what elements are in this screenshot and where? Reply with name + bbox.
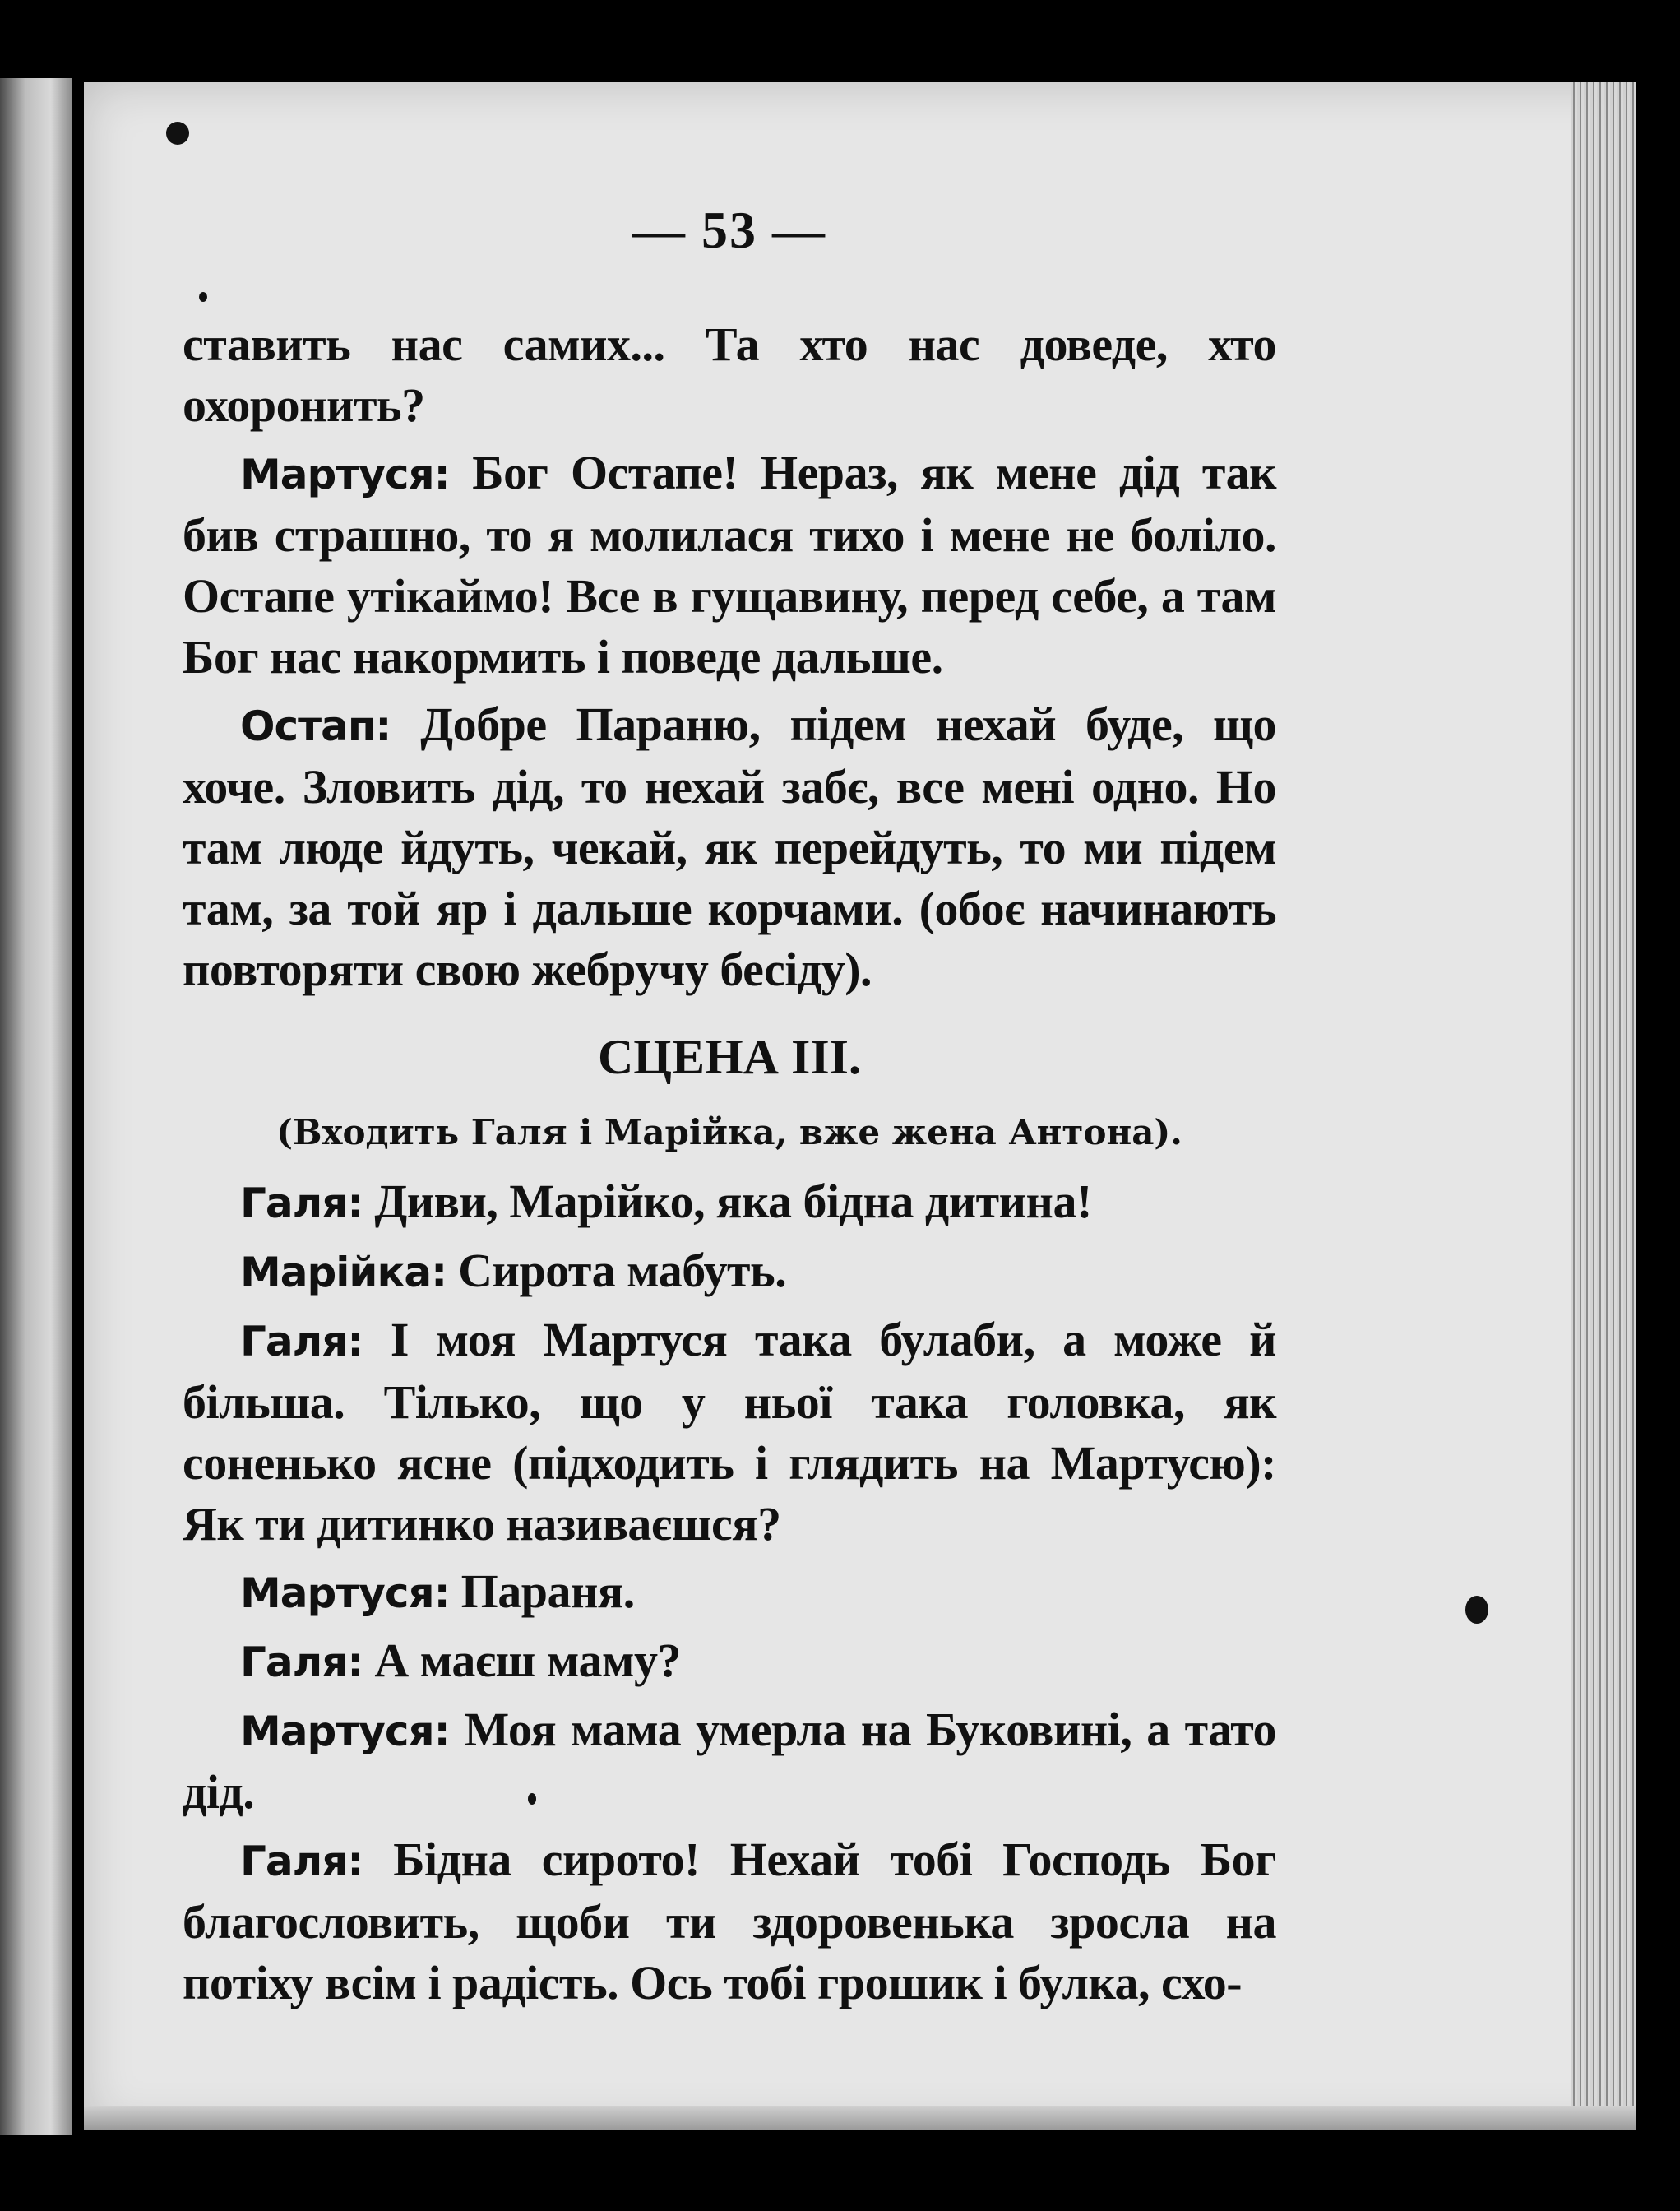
speech-text: Бідна сирото! Нехай тобі Господь Бог благословить, щоби ти здоровенька зросла на потіху всім і радість. Ось тобі грошик і булка, схо- bbox=[183, 1833, 1277, 2009]
speaker-name: Галя: bbox=[240, 1318, 363, 1365]
speech-halia-2 bbox=[183, 1309, 1276, 1555]
speaker-name: Мартуся: bbox=[240, 1569, 450, 1617]
speech-text: Моя мама умерла на Буковині, а тато дід. bbox=[183, 1703, 1276, 1819]
speech-text: А маєш маму? bbox=[374, 1634, 681, 1687]
speech-text: Параня. bbox=[460, 1564, 635, 1618]
page-bottom-edge bbox=[84, 2106, 1636, 2130]
scene-title: СЦЕНА III. bbox=[597, 1030, 862, 1084]
speech-text: Добре Параню, підем нехай буде, що хоче. Зловить дід, то нехай забє, все мені одно. Но там люде йдуть, чекай, як перейдуть, то ми підем там, за той яр і дальше корчами. (обоє начинають повторяти свою жебручу бесіду). bbox=[183, 698, 1276, 996]
speech-martusia-2 bbox=[183, 1561, 1276, 1624]
speech-text: Бог Остапе! Нераз, як мене дід так бив страшно, то я молилася тихо і мене не боліло. Остапе утікаймо! Все в гущавину, перед себе, а там Бог нас накормить і поведе дальше. bbox=[183, 446, 1277, 684]
speech-halia-4 bbox=[183, 1829, 1276, 2014]
speaker-name: Галя: bbox=[240, 1838, 363, 1885]
previous-page-edge bbox=[0, 78, 72, 2135]
speech-mariika-1 bbox=[183, 1240, 1276, 1303]
speaker-name: Марійка: bbox=[240, 1249, 447, 1296]
speech-text: І моя Мартуся така булаби, а може й більша. Тілько, що у ньої така головка, як соненько ясне (підходить і глядить на Мартусю): Як ти дитинко називаєшся? bbox=[183, 1313, 1276, 1550]
speaker-name: Галя: bbox=[240, 1639, 363, 1686]
speaker-name: Мартуся: bbox=[240, 1708, 450, 1755]
speech-text: Диви, Марійко, яка бідна дитина! bbox=[374, 1175, 1092, 1228]
page-number: — 53 — bbox=[632, 201, 826, 259]
speech-halia-3 bbox=[183, 1630, 1276, 1693]
speech-halia-1 bbox=[183, 1171, 1276, 1234]
speech-text: Сирота мабуть. bbox=[458, 1244, 787, 1297]
page-content bbox=[183, 189, 1276, 2014]
ink-speck bbox=[1465, 1596, 1488, 1624]
speech-martusia-3 bbox=[183, 1699, 1276, 1823]
stage-direction: (Входить Галя і Марійка, вже жена Антона). bbox=[276, 1112, 1182, 1152]
speech-martusia-1 bbox=[183, 443, 1276, 688]
ink-speck bbox=[166, 122, 189, 145]
speech-ostap-1 bbox=[183, 694, 1276, 1000]
continuation-paragraph: ставить нас самих... Та хто нас доведе, хто охоронить? bbox=[183, 318, 1276, 432]
page-stack-edge bbox=[1571, 82, 1636, 2130]
speaker-name: Остап: bbox=[240, 702, 391, 750]
speaker-name: Мартуся: bbox=[240, 451, 450, 498]
speaker-name: Галя: bbox=[240, 1180, 363, 1227]
